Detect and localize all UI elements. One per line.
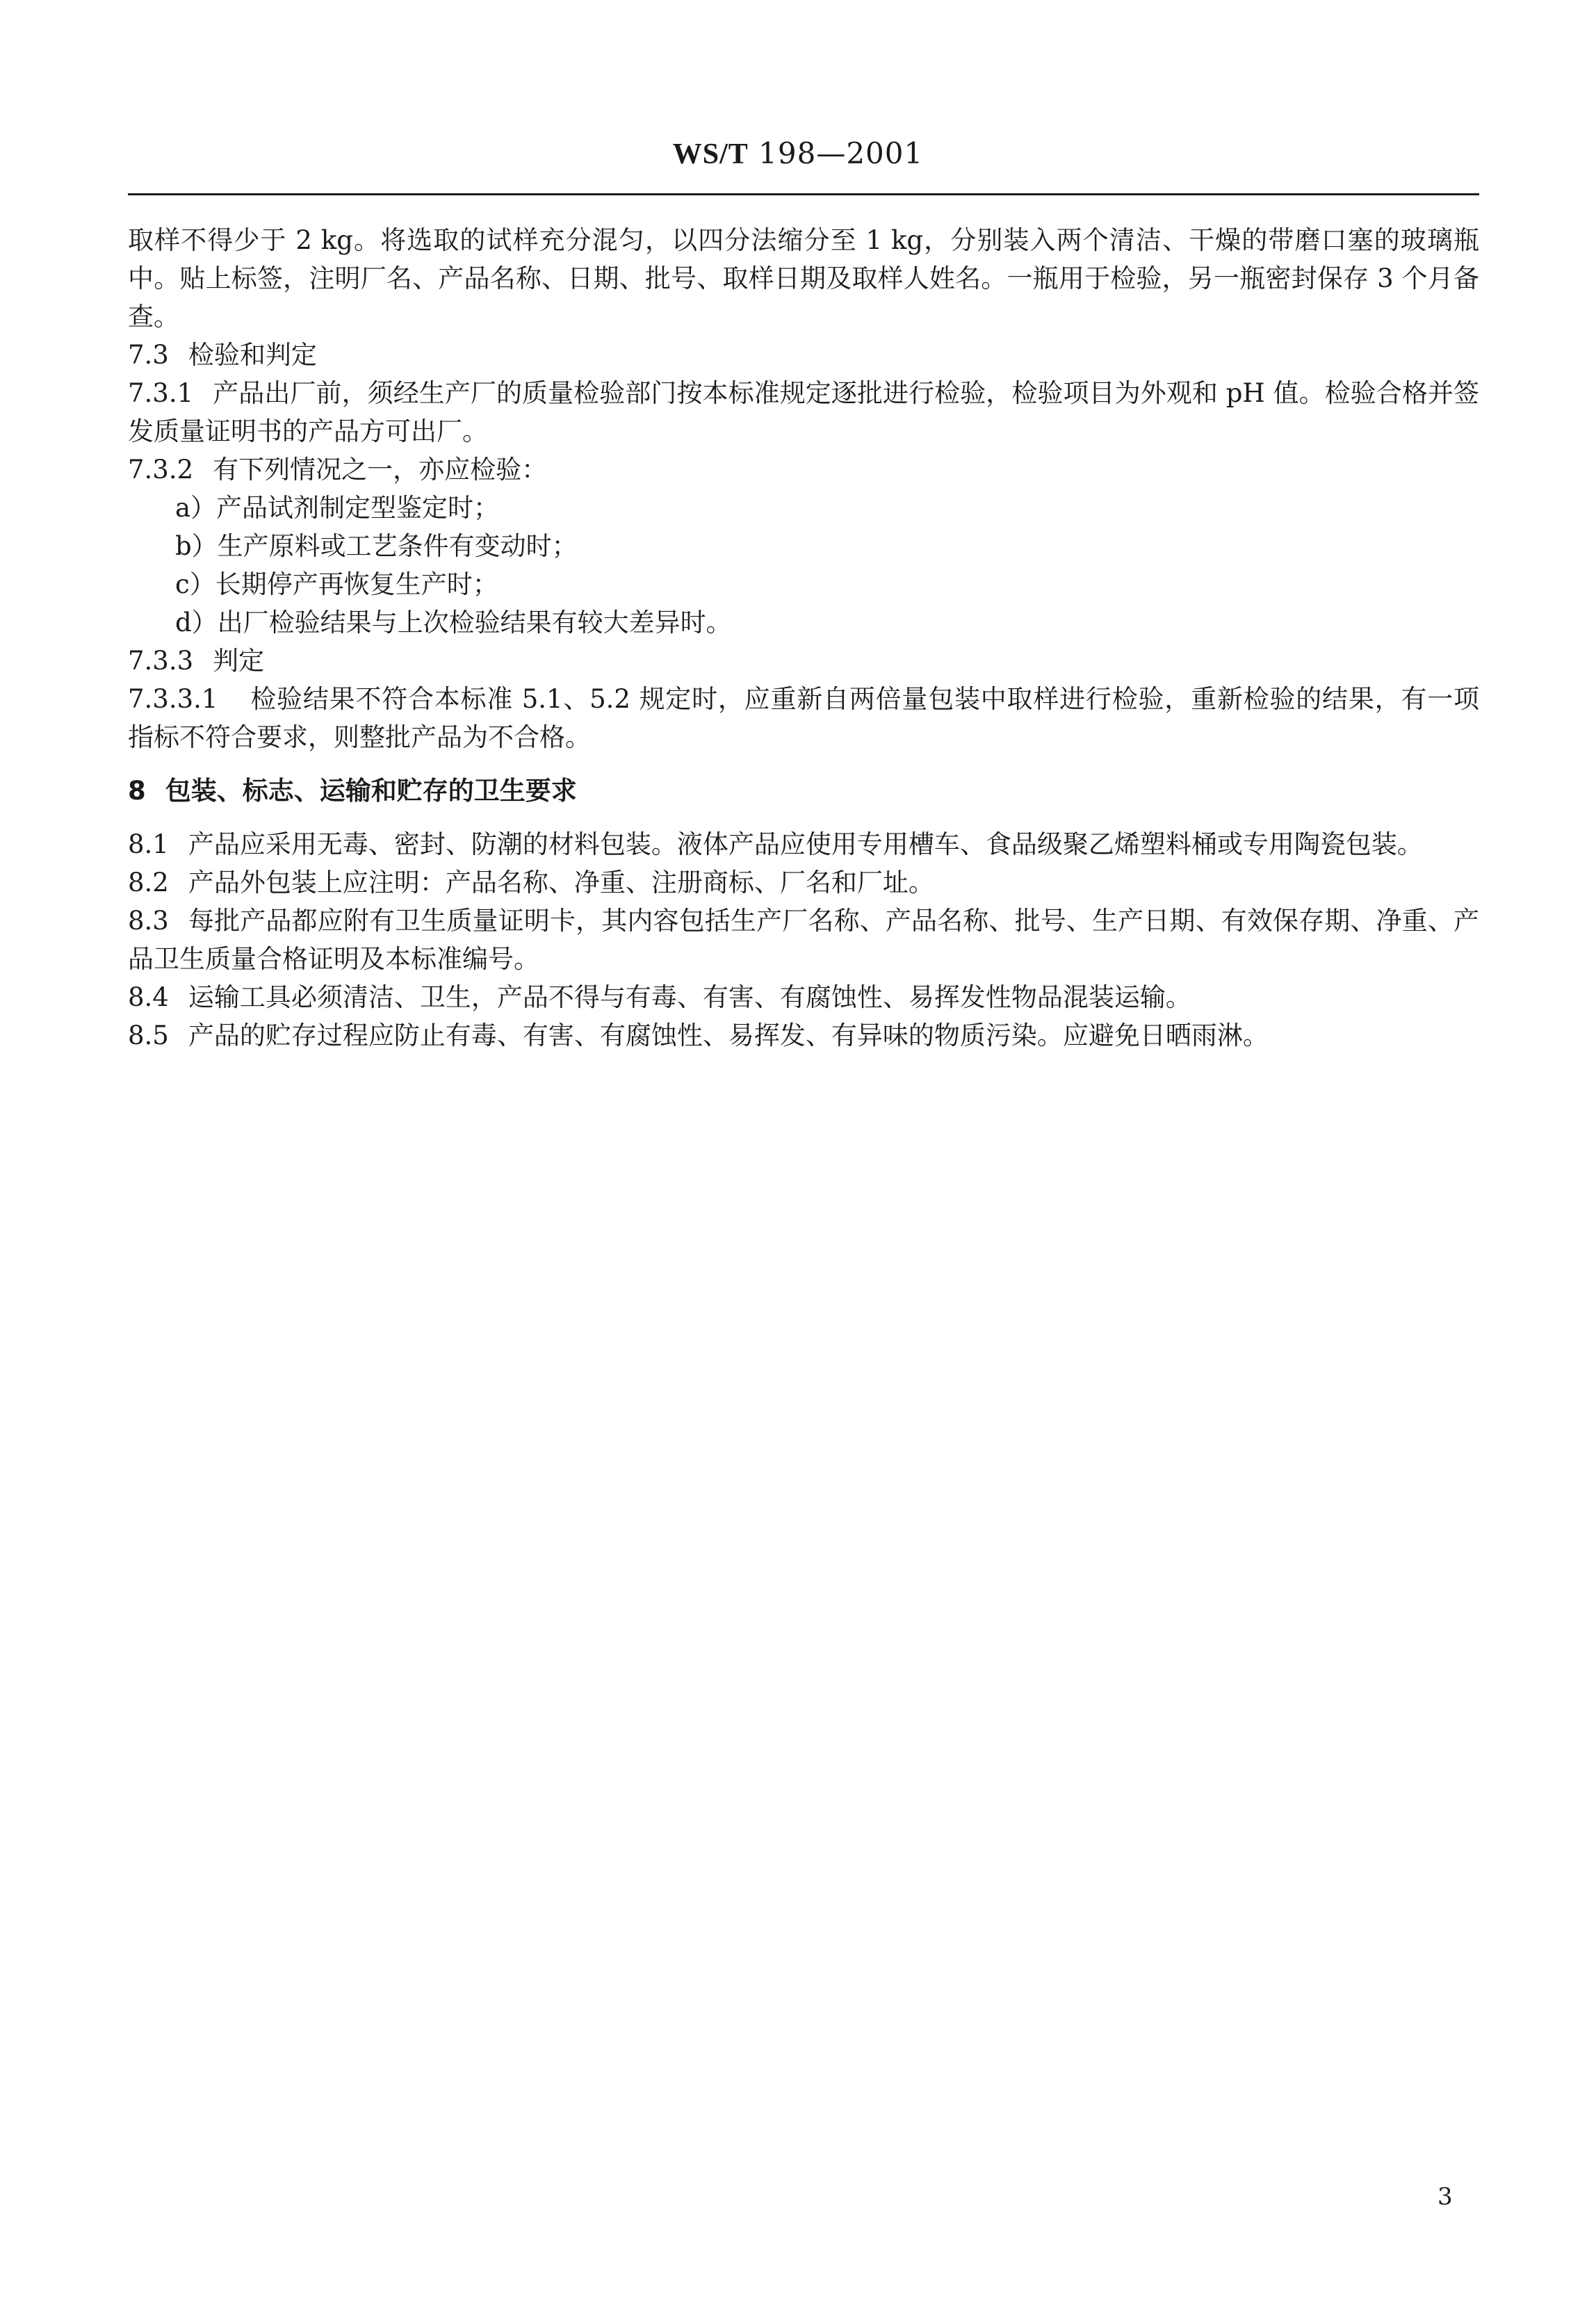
- list-item: b）生产原料或工艺条件有变动时；: [175, 531, 578, 561]
- clause-number: 7.3.3: [128, 646, 194, 676]
- clause-number: 7.3.3.1: [128, 684, 218, 714]
- clause-text: 每批产品都应附有卫生质量证明卡，其内容包括生产厂名称、产品名称、批号、生产日期、有效保存期、净重、产品卫生质量合格证明及本标准编号。: [128, 906, 1479, 974]
- clause-text: 产品出厂前，须经生产厂的质量检验部门按本标准规定逐批进行检验，检验项目为外观和 pH 值。检验合格并签发质量证明书的产品方可出厂。: [128, 378, 1479, 446]
- clause-text: 有下列情况之一，亦应检验：: [213, 455, 548, 485]
- clause-number: 8.2: [128, 868, 169, 897]
- clause-text: 运输工具必须清洁、卫生，产品不得与有毒、有害、有腐蚀性、易挥发性物品混装运输。: [188, 982, 1191, 1012]
- clause-number: 8.1: [128, 829, 169, 859]
- section-8-heading: [128, 772, 1479, 810]
- clause-text: 检验结果不符合本标准 5.1、5.2 规定时，应重新自两倍量包装中取样进行检验，重新检验的结果，有一项指标不符合要求，则整批产品为不合格。: [128, 684, 1479, 752]
- clause-number: 8.4: [128, 982, 169, 1012]
- clause-text: 产品应采用无毒、密封、防潮的材料包装。液体产品应使用专用槽车、食品级聚乙烯塑料桶或专用陶瓷包装。: [188, 829, 1423, 859]
- clause-number: 8.3: [128, 906, 169, 936]
- clause-7-3-3-1: [128, 680, 1479, 756]
- clause-number: 8.5: [128, 1021, 169, 1050]
- clause-7-3-2: [128, 450, 1479, 489]
- clause-8-4: [128, 978, 1479, 1016]
- document-body: [128, 221, 1479, 1055]
- section-title: 包装、标志、运输和贮存的卫生要求: [165, 776, 577, 806]
- header-rule: [128, 193, 1479, 195]
- clause-number: 7.3.2: [128, 455, 194, 485]
- clause-title: 检验和判定: [188, 340, 317, 370]
- section-number: 8: [128, 776, 146, 806]
- list-item: c）长期停产再恢复生产时；: [175, 569, 498, 599]
- page-header: [0, 136, 1596, 171]
- clause-number: 7.3: [128, 340, 169, 370]
- clause-text: 产品的贮存过程应防止有毒、有害、有腐蚀性、易挥发、有异味的物质污染。应避免日晒雨淋。: [188, 1021, 1269, 1050]
- clause-text: 产品外包装上应注明：产品名称、净重、注册商标、厂名和厂址。: [188, 868, 934, 897]
- clause-8-1: [128, 825, 1479, 863]
- clause-7-3-1: [128, 374, 1479, 450]
- clause-8-3: [128, 902, 1479, 978]
- clause-8-5: [128, 1016, 1479, 1055]
- clause-7-3: [128, 336, 1479, 374]
- page-number: 3: [1438, 2183, 1453, 2211]
- clause-number: 7.3.1: [128, 378, 194, 408]
- standard-number: 198—2001: [758, 136, 924, 170]
- continuation-paragraph: 取样不得少于 2 kg。将选取的试样充分混匀，以四分法缩分至 1 kg，分别装入两个清洁、干燥的带磨口塞的玻璃瓶中。贴上标签，注明厂名、产品名称、日期、批号、取样日期及取样人姓名。一瓶用于检验，另一瓶密封保存 3 个月备查。: [128, 225, 1479, 332]
- list-item: d）出厂检验结果与上次检验结果有较大差异时。: [175, 608, 732, 637]
- clause-8-2: [128, 863, 1479, 902]
- clause-7-3-3: [128, 642, 1479, 680]
- clause-title: 判定: [213, 646, 265, 676]
- standard-code: WS/T: [672, 138, 749, 170]
- list-item: a）产品试剂制定型鉴定时；: [175, 493, 500, 523]
